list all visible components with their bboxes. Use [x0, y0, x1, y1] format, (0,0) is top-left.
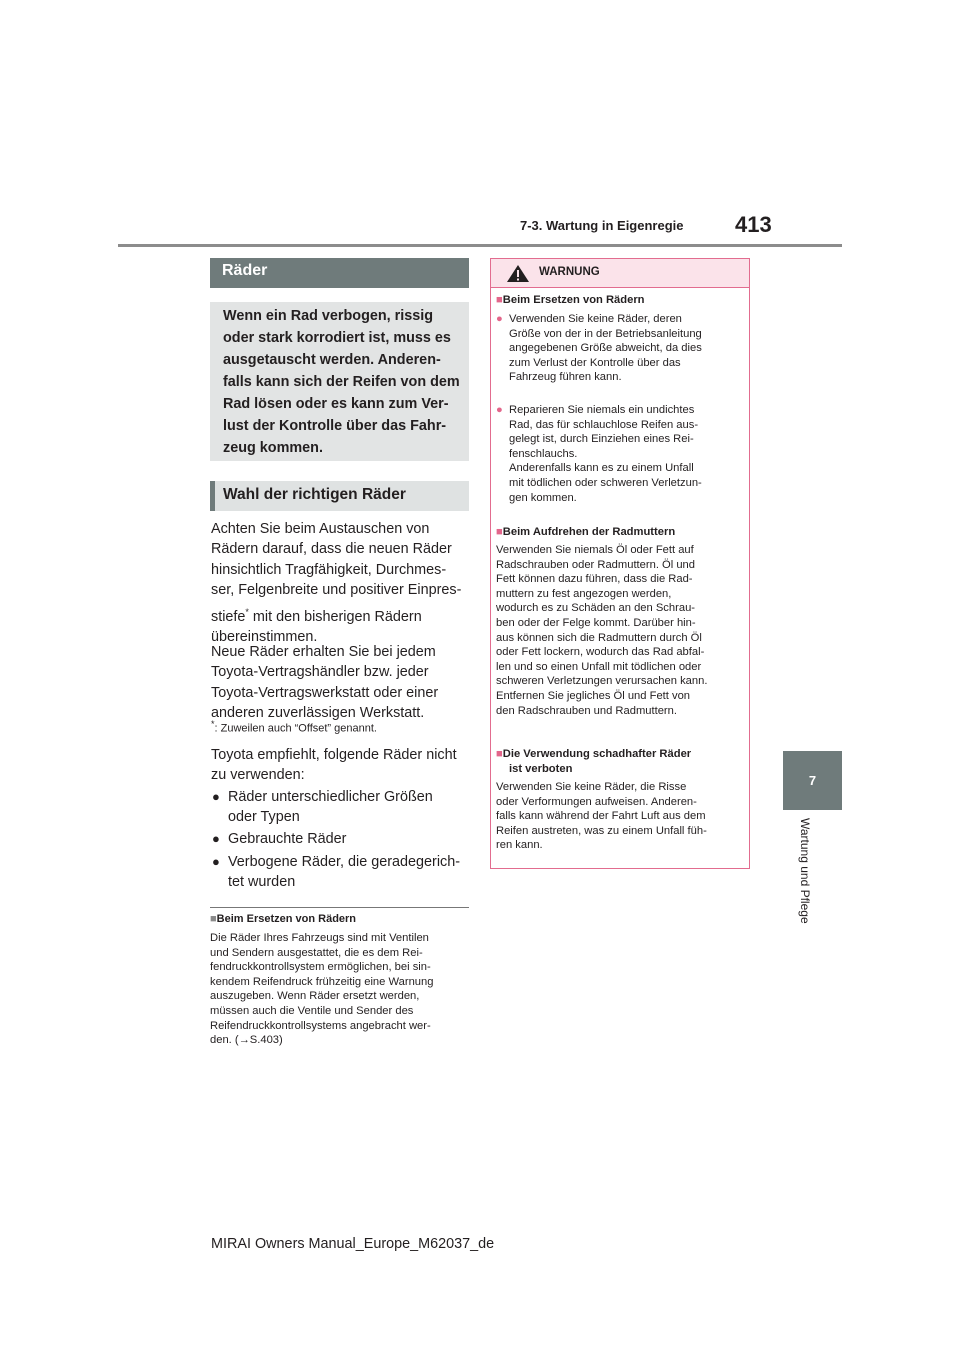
section-title: 7-3. Wartung in Eigenregie	[520, 218, 684, 233]
heading-wahl: Wahl der richtigen Räder	[210, 481, 469, 511]
text-line: len und so einen Unfall mit tödlichen oder	[496, 660, 702, 673]
heading-text: Beim Aufdrehen der Radmuttern	[502, 526, 676, 538]
text-line: Verbogene Räder, die geradegerich-	[228, 854, 461, 870]
text-line: müssen auch die Ventile und Sender des	[210, 1004, 414, 1017]
footnote	[211, 719, 469, 735]
text-line	[211, 602, 469, 627]
text-line: Toyota-Vertragshändler bzw. jeder	[211, 664, 429, 681]
heading-text: Die Verwendung schadhafter Räder	[502, 748, 692, 760]
chapter-tab: 7	[783, 751, 842, 810]
paragraph-2	[211, 642, 469, 723]
text-line: Anderenfalls kann es zu einem Unfall	[509, 462, 694, 475]
bullet-icon: ●	[212, 854, 220, 869]
text-line: Radschrauben oder Radmuttern. Öl und	[496, 558, 696, 571]
text-line: muttern zu fest angezogen werden,	[496, 587, 672, 600]
text-line: Fahrzeug führen kann.	[509, 371, 622, 384]
text-line: oder Typen	[228, 809, 300, 826]
text-line: Rad, das für schlauchlose Reifen aus-	[509, 418, 699, 431]
text-line: oder Verformungen aufweisen. Anderen-	[496, 795, 697, 808]
text-line: Reparieren Sie niemals ein undichtes	[509, 404, 695, 416]
note-rule	[210, 907, 469, 908]
intro-line: falls kann sich der Reifen von dem	[223, 374, 460, 390]
note-heading-text: Beim Ersetzen von Rädern	[216, 913, 357, 925]
text-line: gelegt ist, durch Einziehen eines Rei-	[509, 433, 694, 446]
note-body	[210, 931, 470, 1048]
text-line: Die Räder Ihres Fahrzeugs sind mit Ventilen	[210, 932, 429, 944]
warning-section-heading	[496, 525, 746, 540]
text-line: zu verwenden:	[211, 767, 305, 784]
warning-item	[496, 403, 746, 504]
intro-line: zeug kommen.	[223, 440, 323, 456]
text-line: Gebrauchte Räder	[228, 831, 347, 847]
footnote-ref: *	[245, 607, 249, 618]
footnote-text: : Zuweilen auch “Offset” genannt.	[214, 722, 377, 735]
text-line: tet wurden	[228, 874, 296, 891]
footer-document-id: MIRAI Owners Manual_Europe_M62037_de	[211, 1236, 495, 1252]
footnote-mark: *	[211, 719, 215, 729]
text-line: Neue Räder erhalten Sie bei jedem	[211, 644, 436, 660]
intro-line: oder stark korrodiert ist, muss es	[223, 330, 451, 346]
warning-box	[490, 258, 750, 869]
text-line: auszugeben. Wenn Räder ersetzt werden,	[210, 990, 420, 1003]
text-line: kendem Reifendruck frühzeitig eine Warnung	[210, 975, 434, 988]
text-line: fendruckkontrollsystem ermöglichen, bei sin-	[210, 961, 431, 974]
text-fragment: mit den bisherigen Rädern	[248, 608, 422, 625]
intro-box	[210, 302, 469, 461]
text-line: Achten Sie beim Austauschen von	[211, 521, 430, 537]
text-line: Reifen austreten, was zu einem Unfall füh-	[496, 824, 707, 837]
text-fragment: stiefe	[211, 608, 246, 625]
warning-header	[491, 259, 749, 288]
text-line: schweren Verletzungen verursachen kann.	[496, 675, 708, 688]
square-icon: ■	[210, 913, 217, 925]
text-line: Größe von der in der Betriebsanleitung	[509, 327, 702, 340]
text-line: gen kommen.	[509, 491, 577, 504]
text-line: den. (→S.403)	[210, 1034, 283, 1047]
warning-paragraph	[496, 780, 746, 853]
square-icon: ■	[496, 748, 503, 760]
text-line: aus können sich die Radmuttern durch Öl	[496, 631, 702, 644]
text-line: Verwenden Sie keine Räder, die Risse	[496, 781, 687, 793]
paragraph-3	[211, 745, 469, 786]
warning-title: WARNUNG	[539, 266, 600, 278]
chapter-side-label-text: Wartung und Pflege	[798, 818, 812, 924]
text-line: und Sendern ausgestattet, die es dem Rei-	[210, 946, 423, 959]
text-line: Räder unterschiedlicher Größen	[228, 789, 433, 805]
text-line: übereinstimmen.	[211, 629, 318, 646]
warning-item	[496, 312, 746, 384]
intro-line: lust der Kontrolle über das Fahr-	[223, 418, 447, 434]
text-line: Fett können dazu führen, dass die Rad-	[496, 573, 693, 586]
warning-section-heading	[496, 747, 746, 776]
note-heading	[210, 913, 356, 925]
text-line: Toyota-Vertragswerkstatt oder einer	[211, 684, 439, 701]
warning-triangle-icon	[506, 264, 530, 283]
header-rule	[118, 244, 842, 247]
text-line: zum Verlust der Kontrolle über das	[509, 356, 681, 369]
text-line: fenschlauchs.	[509, 447, 578, 460]
bullet-icon: ●	[212, 831, 220, 846]
text-line: hinsichtlich Tragfähigkeit, Durchmes-	[211, 561, 447, 578]
intro-line: ausgetauscht werden. Anderen-	[223, 352, 441, 368]
text-line: ser, Felgenbreite und positiver Einpres-	[211, 581, 462, 598]
text-line: den Radschrauben und Radmuttern.	[496, 704, 677, 717]
bullet-icon: ●	[212, 789, 220, 804]
text-line: Entfernen Sie jegliches Öl und Fett von	[496, 689, 691, 702]
warning-paragraph	[496, 543, 746, 718]
text-line: falls kann während der Fahrt Luft aus dem	[496, 810, 706, 823]
text-line: Reifendruckkontrollsystems angebracht wer-	[210, 1019, 431, 1032]
page-number: 413	[735, 212, 772, 237]
text-line: anderen zuverlässigen Werkstatt.	[211, 704, 425, 721]
text-line: ben oder der Felge kommt. Darüber hin-	[496, 616, 696, 629]
paragraph-1	[211, 519, 469, 648]
text-line: Toyota empfiehlt, folgende Räder nicht	[211, 747, 457, 763]
chapter-side-label	[796, 818, 816, 943]
text-line: Rädern darauf, dass die neuen Räder	[211, 541, 452, 558]
square-icon: ■	[496, 526, 503, 538]
text-line: oder Fett lockern, wodurch das Rad abfal-	[496, 646, 705, 659]
bullet-icon: ●	[496, 404, 503, 416]
heading-raeder: Räder	[210, 258, 469, 288]
text-line: wodurch es zu Schäden an den Schrau-	[496, 602, 696, 615]
heading-text: Beim Ersetzen von Rädern	[502, 294, 645, 306]
bullet-icon: ●	[496, 313, 503, 325]
text-line: Verwenden Sie keine Räder, deren	[509, 313, 682, 325]
text-line: ren kann.	[496, 839, 543, 852]
text-line: mit tödlichen oder schweren Verletzun-	[509, 476, 702, 489]
warning-section-heading	[496, 293, 746, 308]
square-icon: ■	[496, 294, 503, 306]
text-line: angegebenen Größe abweicht, da dies	[509, 342, 702, 355]
intro-line: Rad lösen oder es kann zum Ver-	[223, 396, 449, 412]
text-line: Verwenden Sie niemals Öl oder Fett auf	[496, 544, 694, 556]
heading-text: ist verboten	[509, 762, 573, 775]
intro-line: Wenn ein Rad verbogen, rissig	[223, 308, 434, 324]
